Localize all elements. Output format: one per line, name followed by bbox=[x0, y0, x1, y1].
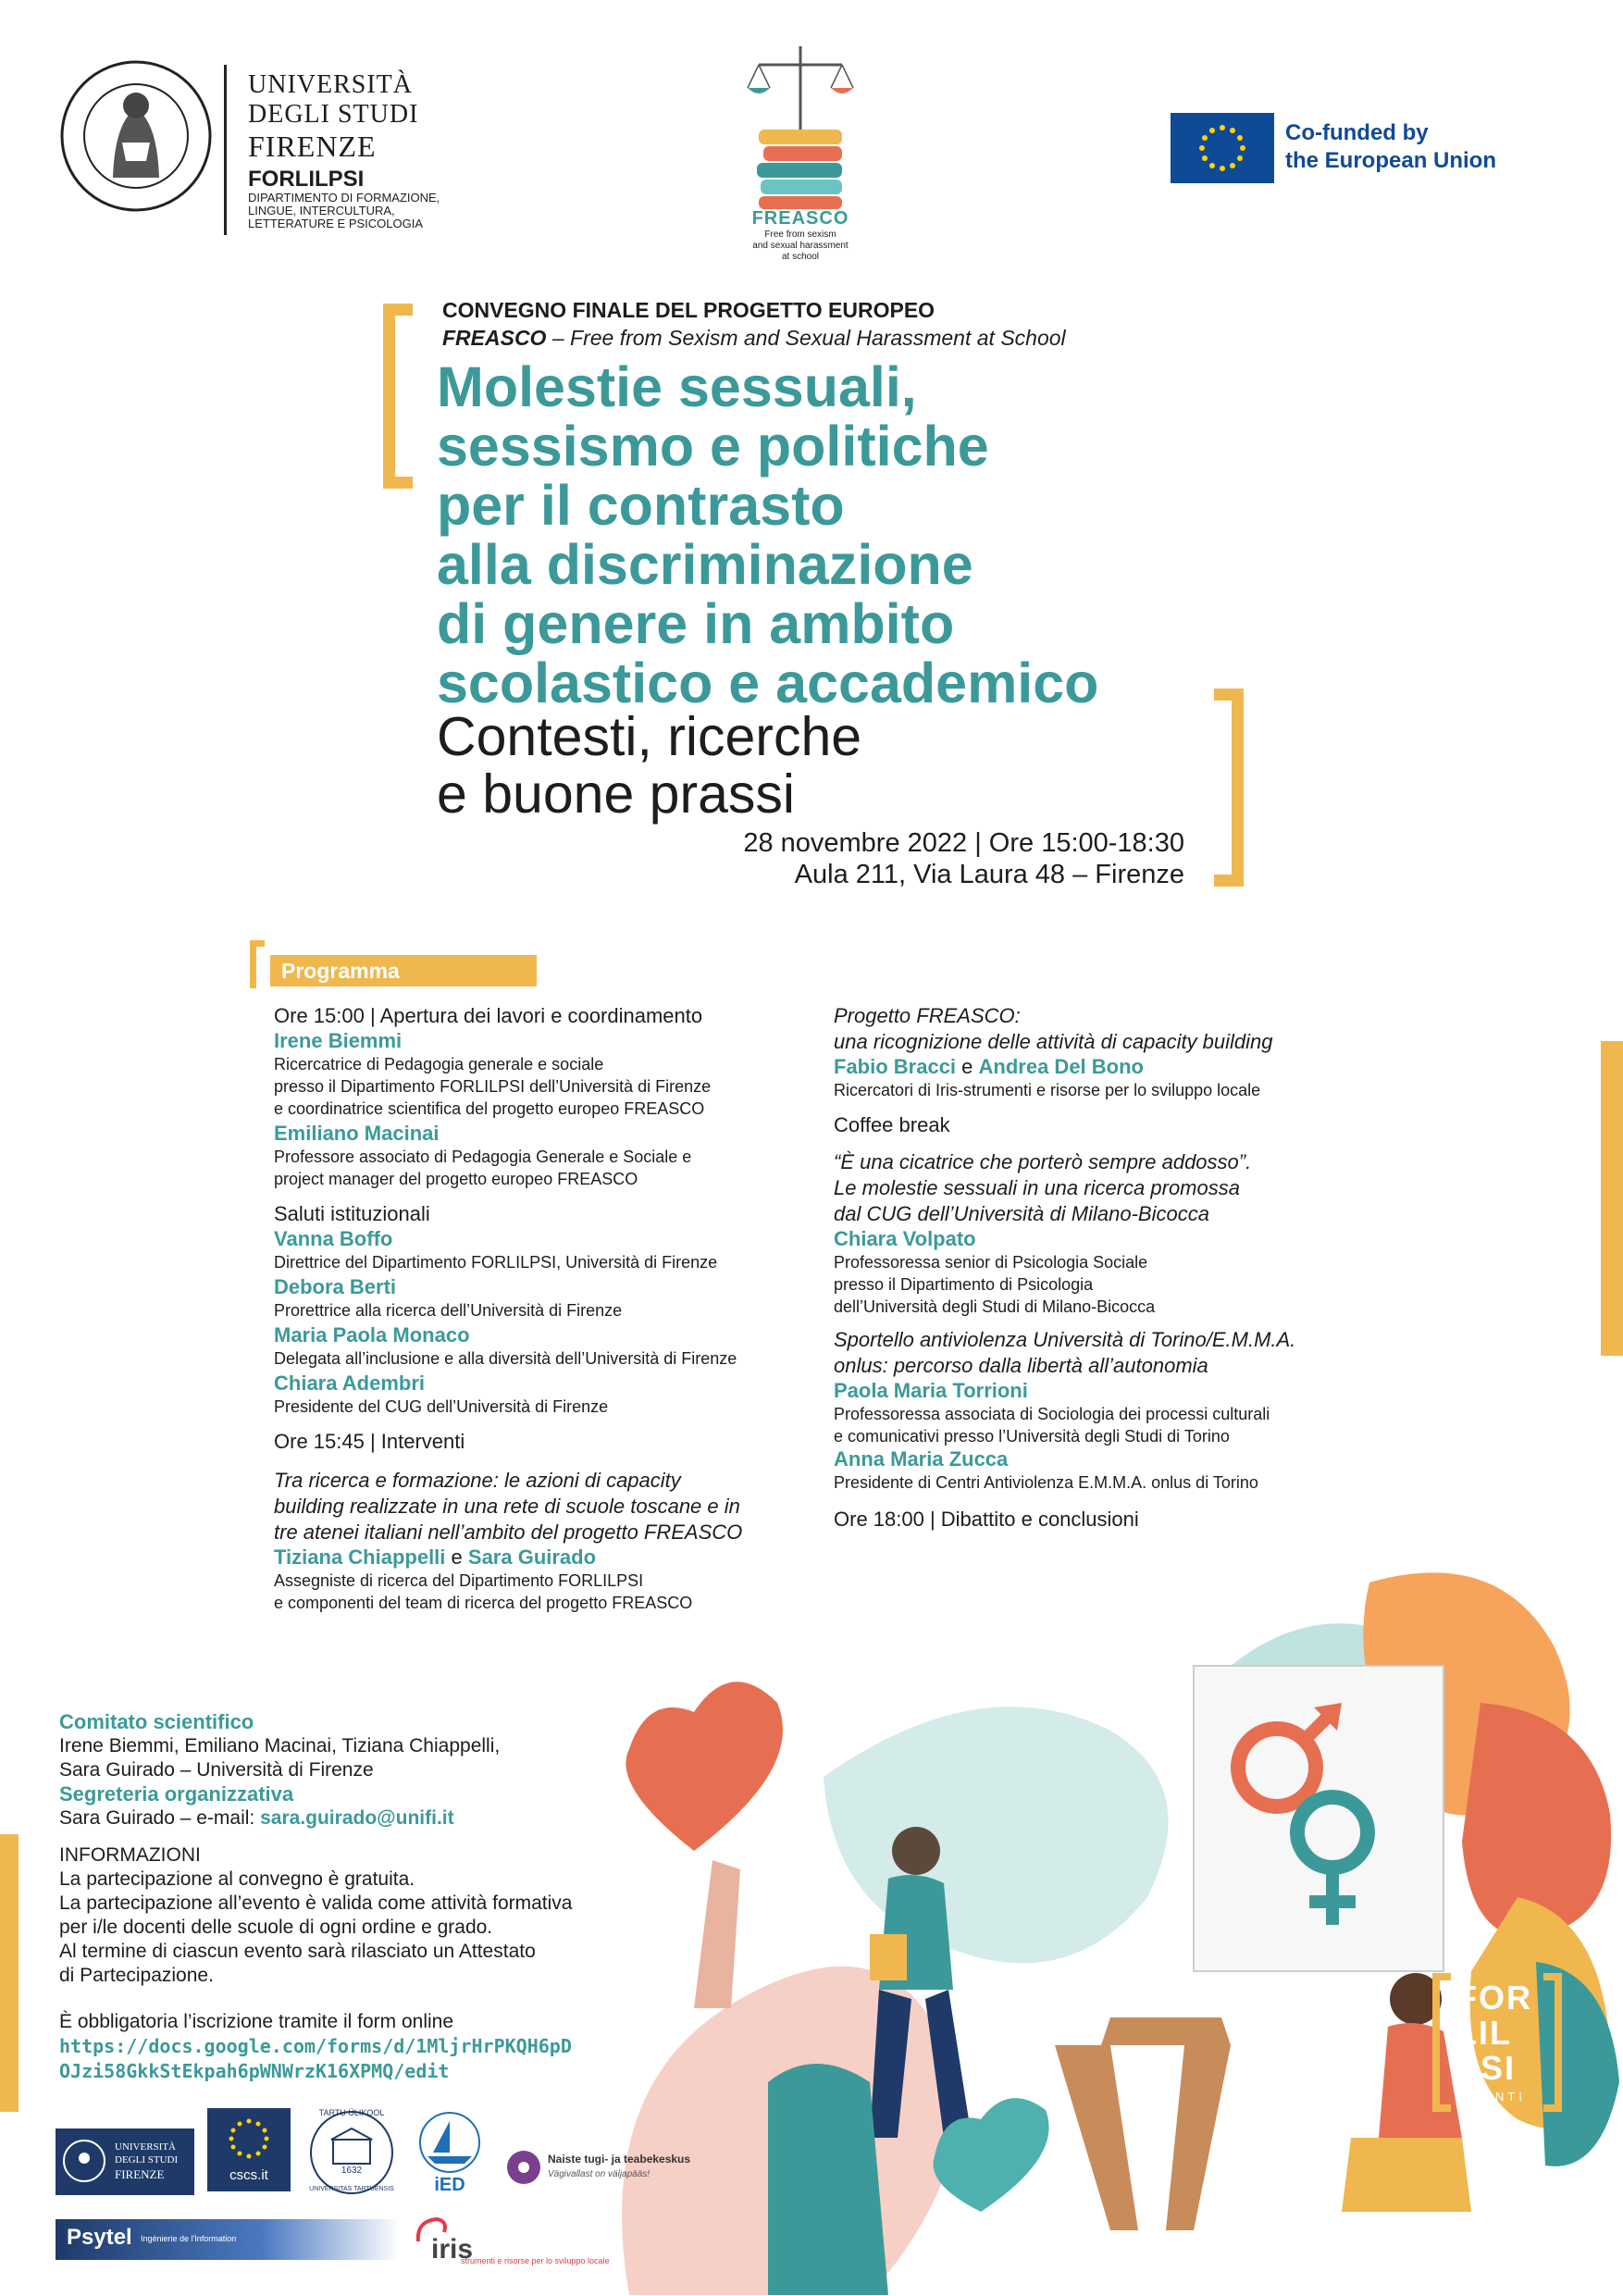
partner-psytel-label: Psytel bbox=[67, 2225, 132, 2250]
partner-iris-logo bbox=[413, 2214, 616, 2278]
speaker-role: Assegniste di ricerca del Dipartimento FORLILPSI bbox=[274, 1571, 644, 1590]
speaker-name: Tiziana Chiappelli bbox=[274, 1545, 446, 1569]
speaker-name: Fabio Bracci bbox=[834, 1055, 957, 1078]
talk-title: “È una cicatrice che porterò sempre addosso”. bbox=[834, 1150, 1252, 1173]
partner-naiste-l1: Naiste tugi- ja teabekeskus bbox=[548, 2153, 691, 2166]
right-side-bar bbox=[1601, 1041, 1623, 1356]
unifi-name-line2: DEGLI STUDI bbox=[248, 100, 419, 129]
flower-icon bbox=[505, 2149, 542, 2186]
title-line: Molestie sessuali, bbox=[437, 355, 917, 418]
eu-flag-icon bbox=[1171, 113, 1274, 183]
partner-naiste-logo bbox=[505, 2147, 718, 2193]
forlilpsi-eventi-logo bbox=[1432, 1973, 1562, 2121]
segreteria-label: Segreteria organizzativa bbox=[59, 1782, 294, 1806]
segreteria-prefix: Sara Guirado – e-mail: bbox=[59, 1807, 261, 1829]
speaker-name: Anna Maria Zucca bbox=[834, 1447, 1009, 1471]
tartu-seal-icon bbox=[305, 2106, 398, 2199]
partner-unifi-l1: UNIVERSITÀ bbox=[115, 2141, 176, 2153]
and-conjunction: e bbox=[956, 1055, 979, 1078]
unifi-seal-small-icon bbox=[61, 2138, 107, 2184]
talk-title: Sportello antiviolenza Università di Torino/E.M.M.A. bbox=[834, 1328, 1296, 1351]
speaker-role: Ricercatori di Iris-strumenti e risorse per lo sviluppo locale bbox=[834, 1081, 1261, 1099]
partner-unifi-logo bbox=[56, 2128, 194, 2195]
event-venue: Aula 211, Via Laura 48 – Firenze bbox=[794, 860, 1184, 889]
title-right-bracket bbox=[1214, 689, 1244, 887]
forlilpsi-eventi-l1: FOR bbox=[1456, 1979, 1532, 2017]
unifi-name-line3: FIRENZE bbox=[248, 130, 377, 163]
talk-speakers bbox=[834, 1055, 1407, 1079]
partner-tartu-logo bbox=[305, 2106, 398, 2199]
partner-cscs-logo bbox=[207, 2108, 291, 2191]
speaker-role: Delegata all’inclusione e alla diversità dell’Università di Firenze bbox=[274, 1349, 737, 1368]
subtitle-line1: Contesti, ricerche bbox=[437, 706, 862, 767]
partner-naiste-l2: Vägivallast on väljapääs! bbox=[548, 2169, 650, 2179]
speaker-name: Irene Biemmi bbox=[274, 1029, 403, 1052]
programma-bracket bbox=[250, 940, 265, 988]
freasco-tag3: at school bbox=[781, 252, 820, 262]
comitato-label: Comitato scientifico bbox=[59, 1710, 254, 1733]
info-line: La partecipazione al convegno è gratuita. bbox=[59, 1868, 415, 1890]
speaker-role: Professore associato di Pedagogia Generale e Sociale e bbox=[274, 1148, 692, 1166]
programma-left-column bbox=[274, 1003, 829, 1614]
form-url-line2[interactable]: OJzi58GkkStEkpah6pWNWrzK16XPMQ/edit bbox=[59, 2060, 450, 2082]
speaker-role: Direttrice del Dipartimento FORLILPSI, Università di Firenze bbox=[274, 1253, 718, 1272]
freasco-logo bbox=[731, 42, 870, 264]
forlilpsi-eventi-l3: PSI bbox=[1456, 2049, 1517, 2087]
partner-ied-logo bbox=[413, 2110, 487, 2198]
title-line: alla discriminazione bbox=[437, 533, 973, 596]
forlilpsi-eventi-bracket-right bbox=[1543, 1973, 1562, 2112]
eu-cofunded-logo bbox=[1171, 113, 1541, 183]
project-name: FREASCO bbox=[442, 326, 547, 350]
speaker-role: Ricercatrice di Pedagogia generale e sociale bbox=[274, 1055, 604, 1074]
talk-title: Progetto FREASCO: bbox=[834, 1004, 1021, 1027]
main-title bbox=[437, 357, 1098, 713]
title-line: di genere in ambito bbox=[437, 592, 955, 655]
speaker-role: Presidente di Centri Antiviolenza E.M.M.A. onlus di Torino bbox=[834, 1473, 1258, 1492]
unifi-name-line1: UNIVERSITÀ bbox=[248, 70, 413, 99]
freasco-name: FREASCO bbox=[751, 208, 849, 229]
forlilpsi-label: FORLILPSI bbox=[248, 167, 365, 192]
title-left-bracket bbox=[383, 304, 413, 489]
saluti-heading: Saluti istituzionali bbox=[274, 1202, 430, 1225]
speaker-name: Maria Paola Monaco bbox=[274, 1323, 470, 1347]
closing-heading: Ore 18:00 | Dibattito e conclusioni bbox=[834, 1508, 1139, 1531]
event-date: 28 novembre 2022 | Ore 15:00-18:30 bbox=[743, 828, 1184, 858]
speaker-role: Professoressa senior di Psicologia Sociale bbox=[834, 1253, 1148, 1272]
eu-line1: Co-funded by bbox=[1285, 120, 1429, 145]
partner-psytel-tag: Ingénierie de l'Information bbox=[141, 2234, 237, 2243]
segreteria-email-link[interactable]: sara.guirado@unifi.it bbox=[260, 1807, 454, 1829]
scales-books-icon bbox=[740, 42, 861, 213]
comitato-line: Irene Biemmi, Emiliano Macinai, Tiziana Chiappelli, bbox=[59, 1735, 501, 1756]
partner-unifi-l2: DEGLI STUDI bbox=[115, 2154, 179, 2166]
speaker-name: Chiara Adembri bbox=[274, 1371, 426, 1395]
comitato-line: Sara Guirado – Università di Firenze bbox=[59, 1759, 374, 1781]
partner-psytel-logo bbox=[56, 2219, 400, 2260]
talk-title: onlus: percorso dalla libertà all’autonomia bbox=[834, 1354, 1208, 1377]
speaker-name: Chiara Volpato bbox=[834, 1227, 976, 1250]
speaker-role: e componenti del team di ricerca del progetto FREASCO bbox=[274, 1594, 693, 1612]
talk-title: tre atenei italiani nell’ambito del progetto FREASCO bbox=[274, 1520, 743, 1544]
speaker-role: e comunicativi presso l’Università degli Studi di Torino bbox=[834, 1427, 1230, 1446]
partner-cscs-label: cscs.it bbox=[229, 2167, 268, 2183]
form-line: È obbligatoria l’iscrizione tramite il form online bbox=[59, 2011, 454, 2032]
talk-title: una ricognizione delle attività di capacity building bbox=[834, 1030, 1273, 1053]
segreteria-line bbox=[59, 1806, 651, 1831]
info-label: INFORMAZIONI bbox=[59, 1844, 201, 1866]
forlilpsi-eventi-l4: EVENTI bbox=[1460, 2090, 1526, 2104]
info-line: di Partecipazione. bbox=[59, 1965, 214, 1986]
eu-line2: the European Union bbox=[1285, 148, 1496, 173]
and-conjunction: e bbox=[445, 1545, 468, 1569]
speaker-role: e coordinatrice scientifica del progetto europeo FREASCO bbox=[274, 1099, 705, 1118]
project-line bbox=[442, 326, 1066, 351]
title-line: scolastico e accademico bbox=[437, 652, 1099, 714]
partner-tartu-l2: 1632 bbox=[341, 2166, 363, 2176]
talk-title: building realizzate in una rete di scuole toscane e in bbox=[274, 1495, 740, 1518]
coffee-break: Coffee break bbox=[834, 1113, 950, 1136]
conference-kicker: CONVEGNO FINALE DEL PROGETTO EUROPEO bbox=[442, 298, 935, 322]
partner-unifi-l3: FIRENZE bbox=[115, 2167, 165, 2181]
freasco-tag1: Free from sexism bbox=[764, 230, 836, 240]
illustration-gender-education bbox=[592, 1564, 1623, 2296]
partner-iris-tag: strumenti e risorse per lo sviluppo locale bbox=[461, 2256, 610, 2265]
partner-tartu-l1: TARTU ÜLIKOOL bbox=[318, 2108, 385, 2117]
project-subtitle: – Free from Sexism and Sexual Harassment at School bbox=[546, 326, 1066, 350]
speaker-name: Emiliano Macinai bbox=[274, 1122, 440, 1145]
partner-iris-label: iris bbox=[431, 2234, 474, 2265]
partner-ied-label: iED bbox=[434, 2175, 465, 2195]
info-line: per i/le docenti delle scuole di ogni ordine e grado. bbox=[59, 1917, 493, 1938]
form-url-line1[interactable]: https://docs.google.com/forms/d/1MljrHrPKQH6pD bbox=[59, 2035, 572, 2057]
speaker-role: Presidente del CUG dell’Università di Firenze bbox=[274, 1397, 609, 1416]
speaker-name: Andrea Del Bono bbox=[978, 1055, 1144, 1078]
talk-title: Tra ricerca e formazione: le azioni di capacity bbox=[274, 1469, 681, 1492]
freasco-tag2: and sexual harassment bbox=[752, 241, 849, 251]
title-line: sessismo e politiche bbox=[437, 415, 989, 478]
programma-label: Programma bbox=[270, 955, 537, 987]
info-line: Al termine di ciascun evento sarà rilasciato un Attestato bbox=[59, 1941, 536, 1962]
speaker-role: dell’Università degli Studi di Milano-Bicocca bbox=[834, 1297, 1156, 1316]
speaker-role: presso il Dipartimento FORLILPSI dell’Università di Firenze bbox=[274, 1077, 712, 1096]
programma-right-column bbox=[834, 1003, 1407, 1533]
dept-line3: LETTERATURE E PSICOLOGIA bbox=[248, 217, 424, 230]
talk-title: Le molestie sessuali in una ricerca promossa bbox=[834, 1176, 1240, 1199]
interventi-heading: Ore 15:45 | Interventi bbox=[274, 1430, 465, 1453]
ied-boat-icon bbox=[413, 2110, 487, 2175]
dept-line1: DIPARTIMENTO DI FORMAZIONE, bbox=[248, 191, 440, 205]
title-line: per il contrasto bbox=[437, 474, 845, 537]
speaker-name: Vanna Boffo bbox=[274, 1227, 393, 1250]
talk-title: dal CUG dell’Università di Milano-Bicocca bbox=[834, 1202, 1209, 1225]
partner-tartu-l3: UNIVERSITAS TARTUENSIS bbox=[309, 2186, 394, 2192]
speaker-role: Professoressa associata di Sociologia dei processi culturali bbox=[834, 1405, 1270, 1423]
forlilpsi-eventi-bracket-left bbox=[1432, 1973, 1451, 2112]
info-line: La partecipazione all’evento è valida come attività formativa bbox=[59, 1893, 573, 1914]
speaker-role: project manager del progetto europeo FREASCO bbox=[274, 1170, 638, 1188]
speaker-name: Paola Maria Torrioni bbox=[834, 1379, 1028, 1402]
footer-info bbox=[59, 1710, 651, 2084]
eu-stars-icon bbox=[226, 2116, 272, 2162]
speaker-role: Prorettrice alla ricerca dell’Università di Firenze bbox=[274, 1301, 623, 1320]
subtitle bbox=[437, 708, 861, 823]
subtitle-line2: e buone prassi bbox=[437, 763, 796, 825]
speaker-name: Sara Guirado bbox=[467, 1545, 597, 1569]
form-url-link[interactable] bbox=[59, 2034, 651, 2084]
dept-line2: LINGUE, INTERCULTURA, bbox=[248, 204, 395, 217]
opening-heading: Ore 15:00 | Apertura dei lavori e coordinamento bbox=[274, 1004, 703, 1027]
speaker-role: presso il Dipartimento di Psicologia bbox=[834, 1275, 1094, 1294]
forlilpsi-eventi-l2: LIL bbox=[1456, 2014, 1512, 2052]
unifi-logo bbox=[57, 57, 446, 242]
left-side-bar bbox=[0, 1834, 19, 2112]
unifi-seal-icon bbox=[57, 57, 215, 215]
speaker-name: Debora Berti bbox=[274, 1275, 397, 1298]
